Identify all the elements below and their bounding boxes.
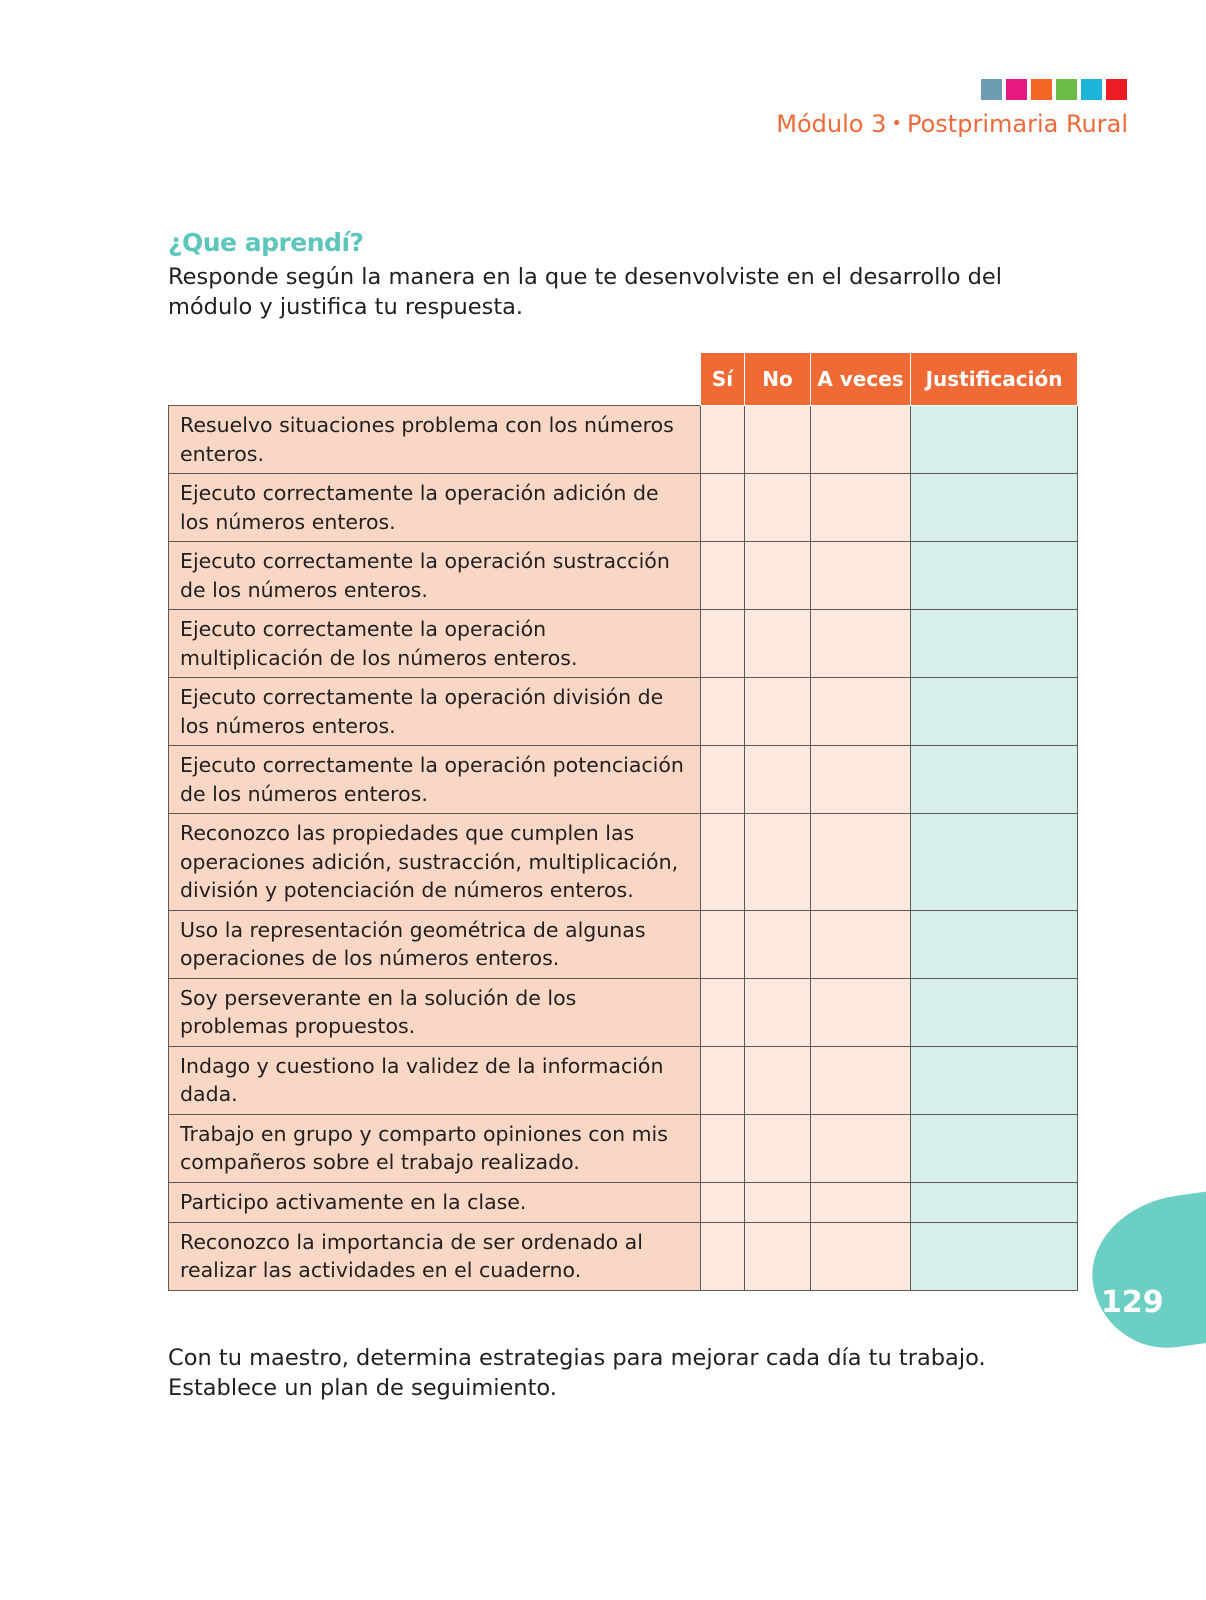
- answer-cell-si[interactable]: [701, 1222, 745, 1290]
- answer-cell-si[interactable]: [701, 1114, 745, 1182]
- self-assessment-table: [168, 352, 1078, 1291]
- answer-cell-a-veces[interactable]: [811, 814, 911, 911]
- justification-cell[interactable]: [911, 1046, 1078, 1114]
- module-label: Módulo 3: [776, 110, 887, 138]
- table-row: [169, 1222, 1078, 1290]
- justification-cell[interactable]: [911, 1222, 1078, 1290]
- answer-cell-si[interactable]: [701, 474, 745, 542]
- color-swatch: [1006, 79, 1027, 100]
- answer-cell-no[interactable]: [745, 1046, 811, 1114]
- criterion-cell: Resuelvo situaciones problema con los números enteros.: [169, 406, 701, 474]
- answer-cell-si[interactable]: [701, 814, 745, 911]
- justification-cell[interactable]: [911, 910, 1078, 978]
- criterion-cell: Uso la representación geométrica de algunas operaciones de los números enteros.: [169, 910, 701, 978]
- answer-cell-no[interactable]: [745, 542, 811, 610]
- table-row: [169, 1114, 1078, 1182]
- answer-cell-a-veces[interactable]: [811, 746, 911, 814]
- table-row: [169, 610, 1078, 678]
- justification-cell[interactable]: [911, 610, 1078, 678]
- answer-cell-a-veces[interactable]: [811, 406, 911, 474]
- table-row: [169, 542, 1078, 610]
- justification-cell[interactable]: [911, 678, 1078, 746]
- column-header-a-veces: A veces: [811, 353, 911, 406]
- answer-cell-si[interactable]: [701, 1182, 745, 1222]
- page-number: 129: [1101, 1285, 1164, 1320]
- criterion-cell: Ejecuto correctamente la operación potenciación de los números enteros.: [169, 746, 701, 814]
- criterion-cell: Reconozco la importancia de ser ordenado al realizar las actividades en el cuaderno.: [169, 1222, 701, 1290]
- table-row: [169, 474, 1078, 542]
- answer-cell-si[interactable]: [701, 406, 745, 474]
- justification-cell[interactable]: [911, 542, 1078, 610]
- table-body: [169, 406, 1078, 1291]
- criterion-cell: Soy perseverante en la solución de los problemas propuestos.: [169, 978, 701, 1046]
- answer-cell-a-veces[interactable]: [811, 1114, 911, 1182]
- answer-cell-no[interactable]: [745, 610, 811, 678]
- answer-cell-a-veces[interactable]: [811, 978, 911, 1046]
- justification-cell[interactable]: [911, 814, 1078, 911]
- color-swatch-strip: [981, 79, 1127, 100]
- color-swatch: [981, 79, 1002, 100]
- answer-cell-a-veces[interactable]: [811, 678, 911, 746]
- header-blank-cell: [169, 353, 701, 406]
- answer-cell-no[interactable]: [745, 1222, 811, 1290]
- answer-cell-no[interactable]: [745, 474, 811, 542]
- answer-cell-a-veces[interactable]: [811, 610, 911, 678]
- justification-cell[interactable]: [911, 746, 1078, 814]
- section-title: ¿Que aprendí?: [168, 228, 364, 257]
- color-swatch: [1081, 79, 1102, 100]
- page-number-tab: [1082, 1183, 1206, 1358]
- instructions-text: Responde según la manera en la que te desenvolviste en el desarrollo del módulo y justifica tu respuesta.: [168, 264, 1002, 320]
- justification-cell[interactable]: [911, 1182, 1078, 1222]
- answer-cell-si[interactable]: [701, 610, 745, 678]
- criterion-cell: Participo activamente en la clase.: [169, 1182, 701, 1222]
- answer-cell-si[interactable]: [701, 978, 745, 1046]
- criterion-cell: Ejecuto correctamente la operación multiplicación de los números enteros.: [169, 610, 701, 678]
- answer-cell-si[interactable]: [701, 746, 745, 814]
- color-swatch: [1031, 79, 1052, 100]
- table-row: [169, 406, 1078, 474]
- closing-text: Con tu maestro, determina estrategias para mejorar cada día tu trabajo. Establece un plan de seguimiento.: [168, 1345, 986, 1401]
- table-header-row: [169, 353, 1078, 406]
- justification-cell[interactable]: [911, 978, 1078, 1046]
- header-separator: •: [891, 113, 902, 134]
- justification-cell[interactable]: [911, 474, 1078, 542]
- color-swatch: [1056, 79, 1077, 100]
- column-header-no: No: [745, 353, 811, 406]
- answer-cell-no[interactable]: [745, 978, 811, 1046]
- answer-cell-no[interactable]: [745, 814, 811, 911]
- table-row: [169, 1046, 1078, 1114]
- criterion-cell: Trabajo en grupo y comparto opiniones con mis compañeros sobre el trabajo realizado.: [169, 1114, 701, 1182]
- criterion-cell: Ejecuto correctamente la operación división de los números enteros.: [169, 678, 701, 746]
- justification-cell[interactable]: [911, 1114, 1078, 1182]
- answer-cell-a-veces[interactable]: [811, 1222, 911, 1290]
- color-swatch: [1106, 79, 1127, 100]
- criterion-cell: Ejecuto correctamente la operación adición de los números enteros.: [169, 474, 701, 542]
- criterion-cell: Reconozco las propiedades que cumplen las operaciones adición, sustracción, multiplicación, división y potenciación de números enteros.: [169, 814, 701, 911]
- answer-cell-no[interactable]: [745, 910, 811, 978]
- answer-cell-si[interactable]: [701, 910, 745, 978]
- table-row: [169, 1182, 1078, 1222]
- criterion-cell: Indago y cuestiono la validez de la información dada.: [169, 1046, 701, 1114]
- answer-cell-a-veces[interactable]: [811, 1046, 911, 1114]
- answer-cell-a-veces[interactable]: [811, 1182, 911, 1222]
- running-header: [776, 110, 1128, 138]
- answer-cell-no[interactable]: [745, 1114, 811, 1182]
- column-header-justificacion: Justificación: [911, 353, 1078, 406]
- table-row: [169, 678, 1078, 746]
- table-row: [169, 910, 1078, 978]
- program-label: Postprimaria Rural: [907, 110, 1128, 138]
- answer-cell-no[interactable]: [745, 406, 811, 474]
- answer-cell-no[interactable]: [745, 1182, 811, 1222]
- justification-cell[interactable]: [911, 406, 1078, 474]
- answer-cell-si[interactable]: [701, 1046, 745, 1114]
- table-row: [169, 978, 1078, 1046]
- table-row: [169, 814, 1078, 911]
- answer-cell-no[interactable]: [745, 678, 811, 746]
- answer-cell-si[interactable]: [701, 542, 745, 610]
- answer-cell-a-veces[interactable]: [811, 474, 911, 542]
- answer-cell-no[interactable]: [745, 746, 811, 814]
- table-row: [169, 746, 1078, 814]
- column-header-si: Sí: [701, 353, 745, 406]
- criterion-cell: Ejecuto correctamente la operación sustracción de los números enteros.: [169, 542, 701, 610]
- answer-cell-si[interactable]: [701, 678, 745, 746]
- answer-cell-a-veces[interactable]: [811, 910, 911, 978]
- answer-cell-a-veces[interactable]: [811, 542, 911, 610]
